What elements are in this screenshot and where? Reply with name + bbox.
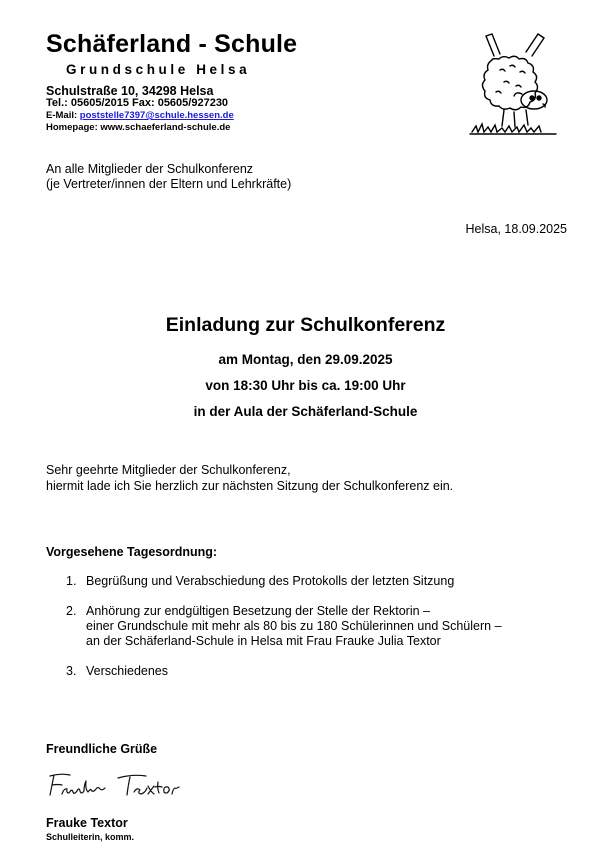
school-address: Schulstraße 10, 34298 Helsa [46, 84, 214, 98]
school-homepage: Homepage: www.schaeferland-schule.de [46, 122, 231, 133]
event-day: am Montag, den 29.09.2025 [218, 352, 393, 367]
signer-name: Frauke Textor [46, 816, 128, 830]
letter-date: Helsa, 18.09.2025 [465, 222, 567, 236]
school-phone-fax: Tel.: 05605/2015 Fax: 05605/927230 [46, 97, 229, 109]
salutation-line: hiermit lade ich Sie herzlich zur nächsten Sitzung der Schulkonferenz ein. [46, 479, 454, 493]
agenda-item-text: Verschiedenes [86, 664, 169, 678]
signer-role: Schulleiterin, komm. [46, 832, 135, 842]
agenda-item-text: Anhörung zur endgültigen Besetzung der Stelle der Rektorin – [86, 604, 430, 618]
event-time: von 18:30 Uhr bis ca. 19:00 Uhr [205, 378, 406, 393]
agenda-item-number: 3. [66, 664, 77, 678]
email-label: E-Mail: [46, 110, 80, 121]
email-link[interactable]: poststelle7397@schule.hessen.de [79, 110, 234, 121]
invitation-title: Einladung zur Schulkonferenz [165, 314, 446, 336]
handwritten-signature [44, 768, 194, 802]
recipient-block [46, 162, 291, 192]
school-subtitle: Grundschule Helsa [66, 62, 251, 77]
agenda-item [66, 574, 502, 589]
closing-greeting: Freundliche Grüße [46, 742, 158, 756]
event-place: in der Aula der Schäferland-Schule [193, 404, 418, 419]
agenda-item [66, 604, 502, 649]
agenda-item-number: 2. [66, 604, 77, 618]
sheep-icon [466, 30, 562, 140]
recipient-line: (je Vertreter/innen der Eltern und Lehrkräfte) [46, 177, 292, 191]
agenda-list [66, 574, 502, 694]
recipient-line: An alle Mitglieder der Schulkonferenz [46, 162, 254, 176]
salutation-block [46, 462, 453, 494]
agenda-item [66, 664, 502, 679]
school-email [46, 110, 234, 121]
agenda-item-text: an der Schäferland-Schule in Helsa mit Frau Frauke Julia Textor [86, 634, 441, 648]
salutation-line: Sehr geehrte Mitglieder der Schulkonferenz, [46, 463, 291, 477]
agenda-item-text: Begrüßung und Verabschiedung des Protokolls der letzten Sitzung [86, 574, 455, 588]
school-name: Schäferland - Schule [46, 30, 298, 58]
agenda-item-number: 1. [66, 574, 77, 588]
agenda-heading: Vorgesehene Tagesordnung: [46, 545, 218, 559]
agenda-item-text: einer Grundschule mit mehr als 80 bis zu 180 Schülerinnen und Schülern – [86, 619, 502, 633]
